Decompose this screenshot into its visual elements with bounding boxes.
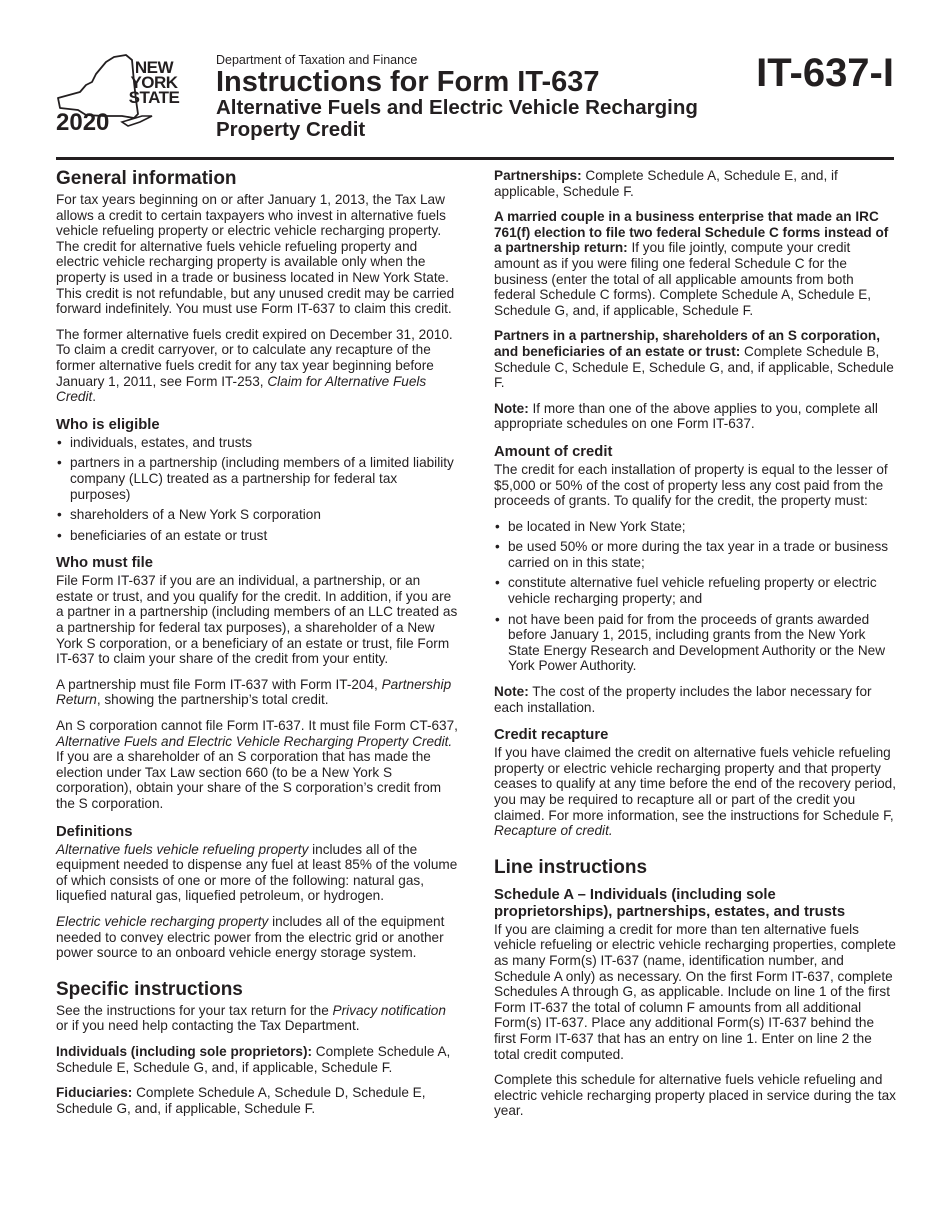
- page-subtitle-line1: Alternative Fuels and Electric Vehicle Recharging: [216, 96, 698, 119]
- text-run: includes all of the equipment needed to dispense any fuel at least 85% of the volume of which consists of one or more of the following: natural gas, liquefied natural gas, liquefied petroleum, or hydrogen.: [56, 841, 458, 904]
- form-number: IT-637-I: [756, 51, 894, 95]
- fiduciaries-paragraph: [56, 1085, 460, 1116]
- text-run: Complete Schedule A, Schedule E, Schedule G, and, if applicable, Schedule F.: [56, 1043, 451, 1075]
- bold-lead: Partners in a partnership, shareholders of an S corporation, and beneficiaries of an estate or trust:: [494, 328, 881, 359]
- logo-word-new: NEW: [134, 58, 174, 77]
- text-run: , showing the partnership’s total credit.: [96, 692, 329, 708]
- must-file-paragraph-1: File Form IT-637 if you are an individual, a partnership, or an estate or trust, and you qualify for the credit. In addition, if you are a partner in a partnership (including members of an LLC treated as a partnership for federal tax purposes), a shareholder of a New York S corporation, or a beneficiary of an estate or trust, file Form IT-637 to claim your share of the credit from your entity.: [56, 573, 458, 667]
- text-run: The cost of the property includes the labor necessary for each installation.: [494, 684, 872, 715]
- list-item: • shareholders of a New York S corporation: [56, 507, 460, 523]
- form-title-ref: Claim for Alternative Fuels Credit: [56, 373, 427, 405]
- list-item: • be located in New York State;: [494, 519, 896, 535]
- text-run: If you have claimed the credit on alternative fuels vehicle refueling property or electric vehicle recharging property and that property ceases to qualify at any time before the end of the recovery period, you may be required to recapture all or part of the credit you claimed. For more information, see the instructions for Schedule F,: [494, 745, 897, 823]
- list-item: • constitute alternative fuel vehicle refueling property or electric vehicle recharging property; and: [494, 575, 896, 606]
- general-information-heading: General information: [56, 168, 237, 189]
- text-run: .: [92, 389, 97, 405]
- text-run: The former alternative fuels credit expired on December 31, 2010. To claim a credit carryover, or to calculate any recapture of the former alternative fuels credit for any tax year beginning before January 1, 2011, see Form IT-253,: [56, 326, 453, 389]
- must-file-paragraph-3: [56, 718, 460, 812]
- must-file-paragraph-2: [56, 677, 460, 708]
- line-instructions-heading: Line instructions: [494, 856, 648, 878]
- bold-lead: A married couple in a business enterprise that made an IRC 761(f) election to file two federal Schedule C forms instead of a partnership return:: [494, 209, 889, 256]
- header-rule: [56, 157, 894, 160]
- text-run: If you file jointly, compute your credit amount as if you were filing one federal Schedule C for the business (enter the total of all applicable amounts from both federal Schedule C forms). Complete Schedule A, Schedule E, Schedule G, and, if applicable, Schedule F.: [494, 240, 872, 318]
- form-title-ref: Partnership Return: [56, 676, 452, 708]
- department-name: Department of Taxation and Finance: [216, 53, 418, 67]
- schedule-title-ref: Recapture of credit.: [494, 823, 613, 839]
- list-item: • individuals, estates, and trusts: [56, 435, 460, 451]
- text-run: includes all of the equipment needed to convey electric power from the electric grid or another power source to an onboard vehicle energy storage system.: [56, 913, 445, 961]
- note-label: Note:: [494, 400, 529, 416]
- note-label: Note:: [494, 684, 529, 700]
- definitions-heading: Definitions: [56, 823, 133, 840]
- right-column: [494, 168, 896, 1129]
- partners-paragraph: [494, 328, 896, 390]
- recapture-paragraph: [494, 745, 896, 839]
- logo-year: 2020: [56, 109, 110, 136]
- schedule-a-paragraph-1: If you are claiming a credit for more than ten alternative fuels vehicle refueling or electric vehicle recharging properties, complete as many Form(s) IT-637 (name, identification number, and Schedule A only) as necessary. On the first Form IT-637, complete Schedules A through G, as applicable. Include on line 1 of the first Form IT-637 the total of column F amounts from all additional Form(s) IT-637. Place any additional Form(s) IT-637 behind the first Form IT-637 that has an entry on line 1. Enter on line 2 the total credit computed.: [494, 921, 896, 1062]
- eligible-list: [56, 435, 460, 544]
- amount-of-credit-heading: Amount of credit: [494, 443, 613, 460]
- property-requirements-list: [494, 519, 896, 674]
- text-run: See the instructions for your tax return for the: [56, 1002, 333, 1018]
- page-subtitle-line2: Property Credit: [216, 118, 366, 141]
- specific-instructions-heading: Specific instructions: [56, 978, 243, 1000]
- text-run: An S corporation cannot file Form IT-637. It must file Form CT-637,: [56, 718, 458, 734]
- text-run: A partnership must file Form IT-637 with Form IT-204,: [56, 676, 382, 692]
- schedule-a-paragraph-2: Complete this schedule for alternative fuels vehicle refueling and electric vehicle recharging property placed in service during the tax year.: [494, 1072, 896, 1119]
- left-column: [56, 168, 460, 1126]
- bold-lead: Fiduciaries:: [56, 1085, 133, 1101]
- definition-refueling: [56, 842, 460, 904]
- text-run: or if you need help contacting the Tax Department.: [56, 1018, 360, 1034]
- page-title: Instructions for Form IT-637: [216, 66, 600, 98]
- privacy-notification-ref: Privacy notification: [332, 1002, 446, 1018]
- amount-paragraph: The credit for each installation of property is equal to the lesser of $5,000 or 50% of the cost of property less any cost paid from the proceeds of grants. To qualify for the credit, the property must:: [494, 461, 888, 509]
- text-run: If you are a shareholder of an S corporation that has made the election under Tax Law section 660 (to be a New York S corporation), obtain your share of the S corporation’s credit from the S corporation.: [56, 749, 442, 811]
- text-run: Complete Schedule A, Schedule D, Schedule E, Schedule G, and, if applicable, Schedule F.: [56, 1085, 426, 1116]
- list-item: • partners in a partnership (including members of a limited liability company (LLC) treated as a partnership for federal tax purposes): [56, 455, 460, 502]
- general-paragraph-2: [56, 327, 460, 405]
- credit-recapture-heading: Credit recapture: [494, 727, 609, 744]
- who-is-eligible-heading: Who is eligible: [56, 416, 160, 433]
- form-title-ref: Alternative Fuels and Electric Vehicle Recharging Property Credit.: [56, 733, 453, 749]
- individuals-paragraph: [56, 1044, 460, 1075]
- specific-paragraph: [56, 1003, 460, 1034]
- defined-term: Alternative fuels vehicle refueling property: [56, 841, 309, 857]
- bold-lead: Individuals (including sole proprietors):: [56, 1043, 313, 1059]
- bold-lead: Partnerships:: [494, 168, 582, 183]
- married-couple-paragraph: [494, 209, 896, 318]
- list-item: • be used 50% or more during the tax year in a trade or business carried on in this state;: [494, 539, 896, 570]
- list-item: • beneficiaries of an estate or trust: [56, 528, 460, 544]
- nys-logo: [56, 52, 186, 136]
- defined-term: Electric vehicle recharging property: [56, 913, 269, 929]
- partnerships-paragraph: [494, 168, 896, 199]
- logo-word-york: YORK: [130, 73, 178, 92]
- text-run: If more than one of the above applies to you, complete all appropriate schedules on one Form IT-637.: [494, 400, 878, 432]
- note-paragraph-2: [494, 684, 896, 715]
- logo-word-state: STATE: [128, 88, 180, 107]
- general-paragraph-1: For tax years beginning on or after January 1, 2013, the Tax Law allows a credit to certain taxpayers who invest in alternative fuels vehicle refueling property or electric vehicle recharging property. The credit for alternative fuels vehicle refueling property and electric vehicle recharging property is available only when the property is used in a trade or business located in New York State. This credit is not refundable, but any unused credit may be carried forward indefinitely. You must use Form IT-637 to claim this credit.: [56, 192, 455, 317]
- definition-recharging: [56, 914, 460, 961]
- schedule-a-heading: Schedule A – Individuals (including sole proprietorships), partnerships, estates, and trusts: [494, 886, 846, 920]
- text-run: Complete Schedule B, Schedule C, Schedule E, Schedule G, and, if applicable, Schedule F.: [494, 343, 894, 391]
- who-must-file-heading: Who must file: [56, 555, 153, 572]
- note-paragraph-1: [494, 401, 896, 432]
- list-item: • not have been paid for from the proceeds of grants awarded before January 1, 2015, including grants from the New York State Energy Research and Development Authority or the New York Power Authority.: [494, 612, 896, 674]
- text-run: Complete Schedule A, Schedule E, and, if applicable, Schedule F.: [494, 168, 838, 199]
